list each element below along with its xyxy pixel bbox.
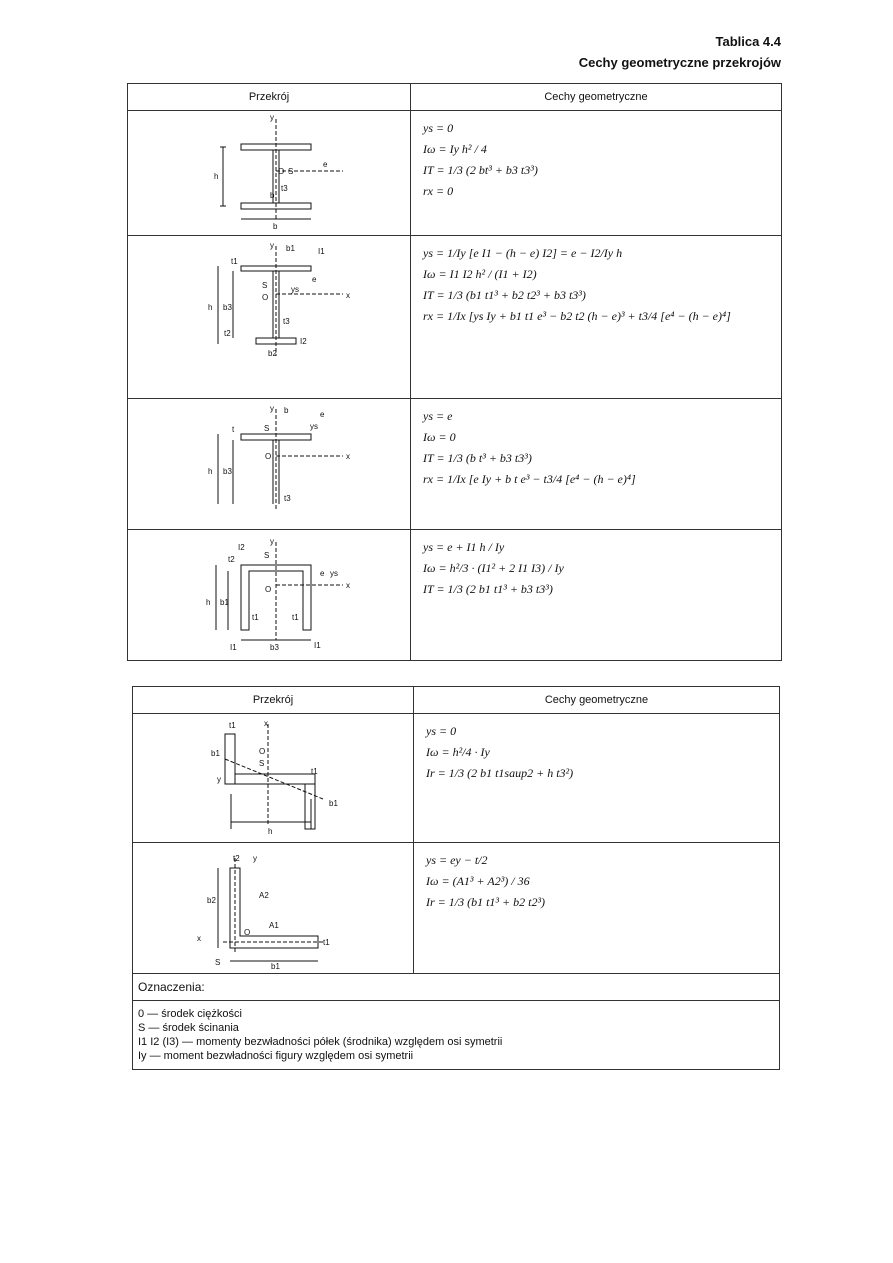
note-line: Iy — moment bezwładności figury względem osi symetrii bbox=[138, 1050, 414, 1062]
section-drawing-zee bbox=[133, 714, 414, 843]
tee-label-b: b bbox=[284, 406, 289, 415]
channel-label-b3: b3 bbox=[270, 643, 279, 652]
section-drawing-channel bbox=[128, 530, 411, 661]
channel-label-y: y bbox=[270, 537, 274, 546]
angle-label-t2: t2 bbox=[233, 854, 240, 863]
zee-label-y: y bbox=[217, 775, 221, 784]
channel-label-h: h bbox=[206, 598, 211, 607]
asym-label-x: x bbox=[346, 291, 350, 300]
formulas-angle bbox=[414, 843, 780, 974]
asym-label-i1: I1 bbox=[318, 247, 325, 256]
channel-label-b1: b1 bbox=[220, 598, 229, 607]
channel-label-i1-left: I1 bbox=[230, 643, 237, 652]
angle-label-s: S bbox=[215, 958, 221, 967]
zee-label-t1-right: t1 bbox=[311, 767, 318, 776]
formula: IT = 1/3 (b t³ + b3 t3³) bbox=[423, 451, 532, 465]
formula: ys = e bbox=[423, 409, 453, 423]
asym-label-t1: t1 bbox=[231, 257, 238, 266]
notes-body bbox=[133, 1001, 780, 1070]
section-drawing-tee bbox=[128, 399, 411, 530]
asym-label-o: O bbox=[262, 293, 269, 302]
ibeam-label-t3: t3 bbox=[281, 184, 288, 193]
channel-label-ys: ys bbox=[330, 569, 338, 578]
channel-label-t1-right: t1 bbox=[292, 613, 299, 622]
zee-label-h: h bbox=[268, 827, 273, 836]
tee-label-y: y bbox=[270, 404, 274, 413]
zee-label-s: S bbox=[259, 759, 265, 768]
asym-label-s: S bbox=[262, 281, 268, 290]
formula: ys = 1/Iy [e I1 − (h − e) I2] = e − I2/Iy h bbox=[423, 246, 623, 260]
formula: Iω = Iy h² / 4 bbox=[423, 142, 487, 156]
angle-label-o: O bbox=[244, 928, 251, 937]
asym-label-b2: b2 bbox=[268, 349, 277, 358]
formula: ys = 0 bbox=[423, 121, 454, 135]
angle-diagram bbox=[133, 843, 414, 973]
tee-label-o: O bbox=[265, 452, 272, 461]
formula: IT = 1/3 (2 b1 t1³ + b3 t3³) bbox=[423, 582, 553, 596]
formula: Iω = h²/3 · (I1² + 2 I1 I3) / Iy bbox=[423, 561, 564, 575]
formulas-zee bbox=[414, 714, 780, 843]
angle-label-y: y bbox=[253, 854, 257, 863]
table-title: Cechy geometryczne przekrojów bbox=[578, 55, 781, 70]
formula: Ir = 1/3 (2 b1 t1saup2 + h t3²) bbox=[426, 766, 574, 780]
formula: IT = 1/3 (2 bt³ + b3 t3³) bbox=[423, 163, 538, 177]
channel-label-t1-left: t1 bbox=[252, 613, 259, 622]
formula: Iω = h²/4 · Iy bbox=[426, 745, 490, 759]
tee-label-t: t bbox=[232, 425, 235, 434]
asym-label-y: y bbox=[270, 241, 274, 250]
angle-label-a2: A2 bbox=[259, 891, 269, 900]
angle-label-b1: b1 bbox=[271, 962, 280, 971]
angle-label-a1: A1 bbox=[269, 921, 279, 930]
zee-label-x: x bbox=[264, 719, 268, 728]
note-line: I1 I2 (I3) — momenty bezwładności półek (środnika) względem osi symetrii bbox=[138, 1036, 503, 1048]
channel-label-i1-right: I1 bbox=[314, 641, 321, 650]
column-header-section-2: Przekrój bbox=[133, 687, 414, 714]
formula: ys = 0 bbox=[426, 724, 457, 738]
formula: ys = e + I1 h / Iy bbox=[423, 540, 505, 554]
section-drawing-ibeam bbox=[128, 111, 411, 236]
zee-label-b1-left: b1 bbox=[211, 749, 220, 758]
formula: Iω = I1 I2 h² / (I1 + I2) bbox=[423, 267, 537, 281]
column-header-properties: Cechy geometryczne bbox=[411, 84, 782, 111]
zee-label-t1-top: t1 bbox=[229, 721, 236, 730]
formulas-tee bbox=[411, 399, 782, 530]
asym-label-b1: b1 bbox=[286, 244, 295, 253]
formulas-channel bbox=[411, 530, 782, 661]
table-number: Tablica 4.4 bbox=[715, 34, 781, 49]
ibeam-label-b-top: b bbox=[270, 191, 275, 200]
zee-label-o: O bbox=[259, 747, 266, 756]
ibeam-label-e: e bbox=[323, 160, 328, 169]
angle-label-t1: t1 bbox=[323, 938, 330, 947]
angle-label-x: x bbox=[197, 934, 201, 943]
tee-label-e: e bbox=[320, 410, 325, 419]
channel-label-e: e bbox=[320, 569, 325, 578]
ibeam-diagram bbox=[128, 111, 411, 235]
asym-label-e: e bbox=[312, 275, 317, 284]
ibeam-label-o: O bbox=[278, 167, 285, 176]
channel-label-t2: t2 bbox=[228, 555, 235, 564]
formula: rx = 0 bbox=[423, 184, 454, 198]
formula: rx = 1/Ix [ys Iy + b1 t1 e³ − b2 t2 (h − e)³ + t3/4 [e⁴ − (h − e)⁴] bbox=[423, 309, 731, 323]
section-drawing-asym-ibeam bbox=[128, 236, 411, 399]
asym-ibeam-diagram bbox=[128, 236, 411, 398]
angle-label-b2: b2 bbox=[207, 896, 216, 905]
ibeam-label-y: y bbox=[270, 113, 274, 122]
asym-label-ys: ys bbox=[291, 285, 299, 294]
note-line: 0 — środek ciężkości bbox=[138, 1008, 242, 1020]
asym-label-t2: t2 bbox=[224, 329, 231, 338]
formula: Iω = (A1³ + A2³) / 36 bbox=[426, 874, 530, 888]
asym-label-b3: b3 bbox=[223, 303, 232, 312]
channel-label-o: O bbox=[265, 585, 272, 594]
tee-label-s: S bbox=[264, 424, 270, 433]
ibeam-label-h: h bbox=[214, 172, 219, 181]
properties-table-1 bbox=[127, 83, 782, 661]
formula: Iω = 0 bbox=[423, 430, 456, 444]
properties-table-2 bbox=[132, 686, 780, 1070]
zee-label-b1-right: b1 bbox=[329, 799, 338, 808]
formula: IT = 1/3 (b1 t1³ + b2 t2³ + b3 t3³) bbox=[423, 288, 586, 302]
tee-label-x: x bbox=[346, 452, 350, 461]
tee-label-b3: b3 bbox=[223, 467, 232, 476]
formula: rx = 1/Ix [e Iy + b t e³ − t3/4 [e⁴ − (h − e)⁴] bbox=[423, 472, 636, 486]
tee-label-t3: t3 bbox=[284, 494, 291, 503]
note-line: S — środek ścinania bbox=[138, 1022, 239, 1034]
tee-label-h: h bbox=[208, 467, 213, 476]
tee-label-ys: ys bbox=[310, 422, 318, 431]
notes-title: Oznaczenia: bbox=[133, 974, 780, 1001]
channel-label-s: S bbox=[264, 551, 270, 560]
asym-label-t3: t3 bbox=[283, 317, 290, 326]
zee-diagram bbox=[133, 714, 414, 842]
formulas-asym-ibeam bbox=[411, 236, 782, 399]
asym-label-h: h bbox=[208, 303, 213, 312]
formula: ys = ey − t/2 bbox=[426, 853, 488, 867]
asym-label-i2: I2 bbox=[300, 337, 307, 346]
ibeam-label-b: b bbox=[273, 222, 278, 231]
column-header-properties-2: Cechy geometryczne bbox=[414, 687, 780, 714]
channel-diagram bbox=[128, 530, 411, 660]
channel-label-i2: I2 bbox=[238, 543, 245, 552]
ibeam-label-s: S bbox=[288, 167, 294, 176]
tee-diagram bbox=[128, 399, 411, 529]
formulas-ibeam bbox=[411, 111, 782, 236]
channel-label-x: x bbox=[346, 581, 350, 590]
column-header-section: Przekrój bbox=[128, 84, 411, 111]
formula: Ir = 1/3 (b1 t1³ + b2 t2³) bbox=[426, 895, 546, 909]
section-drawing-angle bbox=[133, 843, 414, 974]
